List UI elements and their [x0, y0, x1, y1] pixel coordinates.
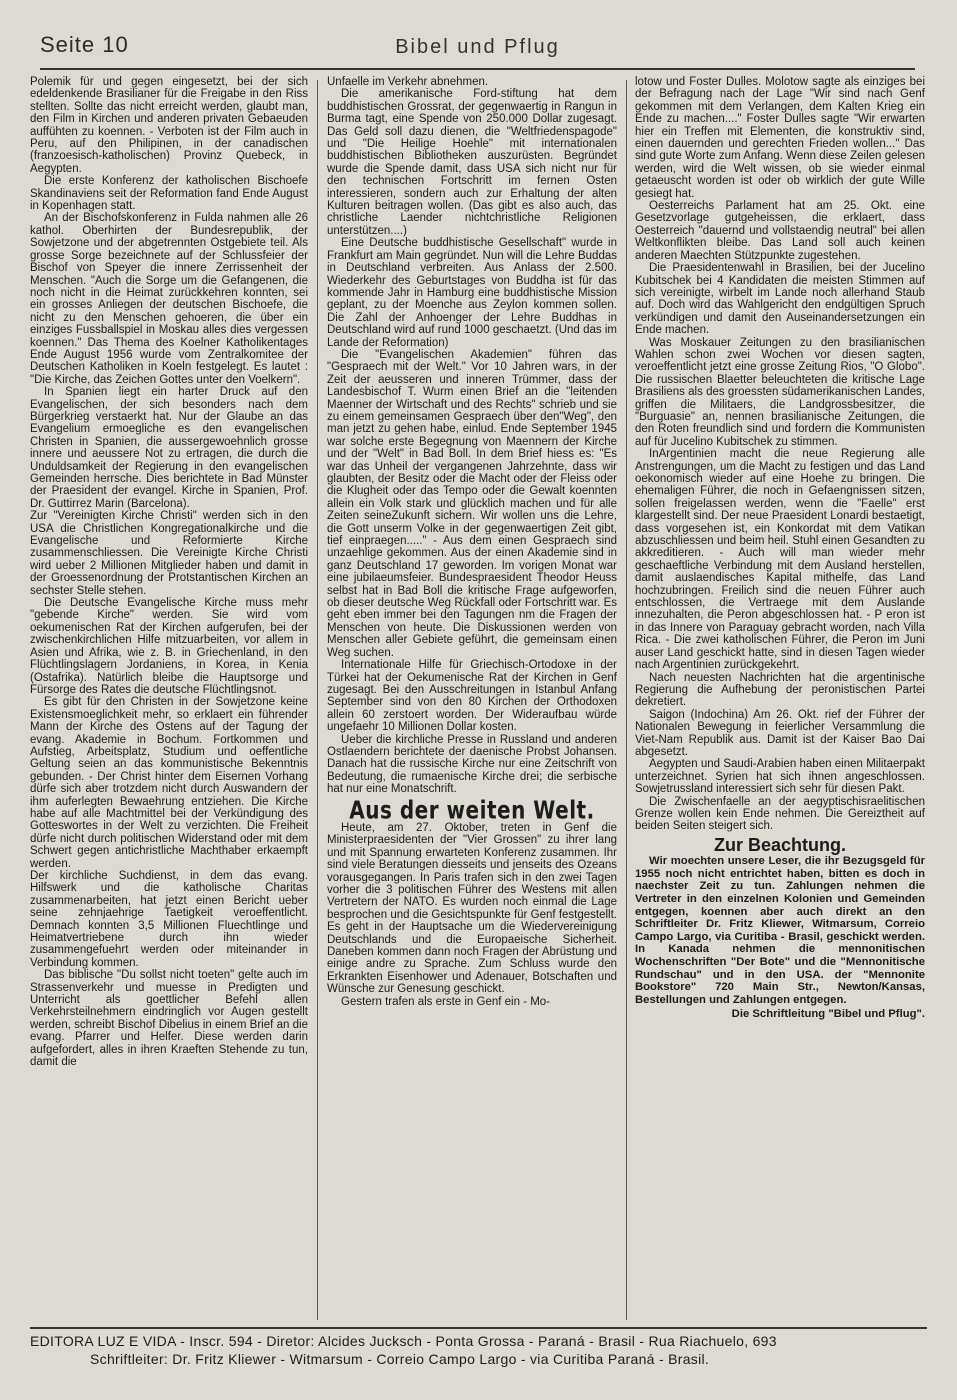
notice-signature: Die Schriftleitung "Bibel und Pflug". [731, 1008, 925, 1021]
article-paragraph: Zur "Vereinigten Kirche Christi" werden sich in den USA die Christlichen Kongregationalkirche und die Evangelische und Reformierte Kirche zusammenschliessen. Die Vereinigte Kirche Christi wird ueber 2 Millionen Mitglieder haben und damit in der Groessenordnung der Protstantischen Kirchen an sechster Stelle stehen. [30, 510, 308, 597]
article-paragraph: Ueber die kirchliche Presse in Russland und anderen Ostlaendern berichtete der daenische Probst Johansen. Danach hat die russische Kirche nur eine Zeitschrift von Bedeutung, die rumaenische Kirche drei; die serbische hat nur eine Monatschrift. [327, 733, 617, 796]
article-paragraph: Gestern trafen als erste in Genf ein - Mo- [341, 995, 551, 1008]
page-header [40, 26, 915, 72]
page-footer [30, 1327, 927, 1367]
footer-rule [30, 1327, 927, 1329]
article-paragraph: Internationale Hilfe für Griechisch-Ortodoxe in der Türkei hat der Oekumenische Rat der Kirchen in Genf zugesagt. Bei den Ausschreitungen in Istanbul Anfang September sind von den 80 Kirchen der Orthodoxen allein 60 zerstoert worden. Der Wideraufbau würde ungefaehr 10 Millionen Dollar kosten. [327, 659, 617, 734]
publisher-line: EDITORA LUZ E VIDA - Inscr. 594 - Diretor: Alcides Jucksch - Ponta Grossa - Paraná - Brasil - Rua Riachuelo, 693 [30, 1333, 777, 1349]
article-paragraph: Der kirchliche Suchdienst, in dem das evang. Hilfswerk und die katholische Charitas zusammenarbeiten, hat jetzt einen Bericht ueber seine zehnjaehrige Taetigkeit veroeffentlicht. Demnach konnten 3,5 Millionen Fluechtlinge und Heimatvertriebene durch ihn wieder zusammengefuehrt werden oder miteinander in Verbindung kommen. [30, 870, 308, 969]
editor-line: Schriftleiter: Dr. Fritz Kliewer - Witmarsum - Correio Campo Largo - via Curitiba Paraná - Brasil. [90, 1351, 710, 1367]
article-paragraph: Eine Deutsche buddhistische Gesellschaft" wurde in Frankfurt am Main gegründet. Nun will die Lehre Buddas in Deutschland verbreiten. Aus Anlass der 2.500. Wiederkehr des Geburtstages von Buddha ist für das kommende Jahr in Hamburg eine buddhistische Mission geplant, zu der Moenche aus Zeylon kommen sollen. Die Zahl der Anhoenger der Lehre Buddhas in Deutschland wird auf rund 1000 geschaetzt. (Und das im Lande der Reformation) [327, 237, 617, 349]
article-paragraph: Die "Evangelischen Akademien" führen das "Gespraech mit der Welt." Vor 10 Jahren wars, in der Zeit der aeusseren und inneren Trümmer, dass der Landesbischof T. Wurm einen Brief an die "leitenden Maenner der Wirtschaft und des Rechts" schrieb und sie zu einem gemeinsamen Gespraech über den"Weg", den man jetzt zu gehen habe, einlud. Ende September 1945 war solche erste Begegnung von Maennern der Kirche und der "Welt" in Bad Boll. In dem Brief hiess es: "Es war das Unheil der vergangenen Jahrzehnte, dass wir glaubten, der Besitz oder die Macht oder der Fleiss oder die Klugheit oder das Tempo oder die Gewalt koennten allein ein Volk stark und glücklich machen und für alle Zeiten seineZukunft sichern. Wir wollen uns die Lehre, die Gott unserm Volke in der gegenwaertigen Zeit gibt, tief einpraegen....." - Aus dem einen Gespraech sind unzaehlige gekommen. Aus der einen Akademie sind in ganz Deutschland 17 geworden. Im vorigen Monat war eine jubilaeumsfeier. Bundespraesident Theodor Heuss selbst hat in Bad Boll die kritische Frage aufgeworfen, ob dieser deutsche Weg Rückfall oder Fortschritt war. Es geht eben immer bei den Tagungen nm die Fragen der Menschen von heute. Die Diskussionen werden von Menschen aller Gebiete geführt, die gemeinsam einen Weg suchen. [327, 348, 617, 659]
article-paragraph: In Spanien liegt ein harter Druck auf den Evangelischen, der sich besonders nach dem Bürgerkrieg verstaerkt hat. Nur der Glaube an das Evangelium ermoegliche es den evangelischen Christen in Spanien, die aussergewoehnlich grosse innere und aeussere Not zu ertragen, die durch die Unduldsamkeit der Regierung in den evangelischen Gemeinden herrsche. Dies berichtete in Bad Münster der Praesident der evangel. Kirche in Spanien, Prof. Dr. Guttirrez Marin (Barcelona). [30, 386, 308, 510]
page-number: Seite 10 [40, 32, 129, 57]
article-column-3 [635, 76, 925, 1321]
article-paragraph: Polemik für und gegen eingesetzt, bei der sich edeldenkende Brasilianer für die Freigabe in den Riss stellten. Sollte das nicht erreicht werden, glaubt man, den Film in Kirchen und anderen privaten Gebaeuden auffühten zu koennen. - Verboten ist der Film auch in Peru, auf den Philipinen, in der canadischen (franzoesisch-katholischen) Provinz Quebeck, in Aegypten. [30, 76, 308, 175]
article-paragraph: Die amerikanische Ford-stiftung hat dem buddhistischen Grossrat, der gegenwaertig in Rangun in Burma tagt, eine Spende von 250.000 Dollar zugesagt. Das Geld soll dazu dienen, die "Weltfriedenspagode" und "Die Heilige Hoehle" mit internationalen buddhistischen Bibliotheken auszurüsten. Begründet wurde die Spende damit, dass USA sich nicht nur für den technischen Fortschritt im fernen Osten interessieren, sondern auch zur Erhaltung der alten Kulturen beitragen wollen. (Das gibt es also auch, das christliche Laender nichtchristliche Religionen unterstützen....) [327, 88, 617, 237]
article-paragraph: Unfaelle im Verkehr abnehmen. [327, 76, 489, 88]
article-paragraph: Die Deutsche Evangelische Kirche muss mehr "gebende Kirche" werden. Sie wird vom oekumenischen Rat der Kirchen aufgerufen, bei der zwischenkirchlichen Hilfe mitzuarbeiten, vor allem in Asien und Afrika, wie z. B. in Griechenland, in den Flüchtlingslagern Jordaniens, in Korea, in Kenia (Ostafrika). Natürlich bleibe die Hauptsorge und Fürsorge des Rates die deutsche Flüchtlingsnot. [30, 597, 308, 696]
article-paragraph: Die Praesidentenwahl in Brasilien, bei der Jucelino Kubitschek bei 4 Kandidaten die meisten Stimmen auf sich vereinigte, wirbelt im Lande noch allerhand Staub auf. Doch wird das Wahlgericht den endgültigen Spruch verkündigen und damit den Auseinandersetzungen ein Ende machen. [635, 262, 925, 337]
section-heading: Aus der weiten Welt. [349, 794, 595, 825]
header-rule [40, 68, 915, 70]
notice-text: Wir moechten unsere Leser, die ihr Bezugsgeld für 1955 noch nicht entrichtet haben, bitten es doch in naechster Zeit zu tun. Zahlungen nehmen die Vertreter in den einzelnen Kolonien und Gemeinden entgegen, koennen aber auch direkt an den Schriftleiter Dr. Fritz Kliewer, Witmarsum, Correio Campo Largo, via Curitiba - Brasil, geschickt werden. In Kanada nehmen die mennonitischen Wochenschriften "Der Bote" und die "Mennonitische Rundschau" und in den USA. der "Mennonite Bookstore" 720 Main Str., Newton/Kansas, Bestellungen und Zahlungen entgegen. [635, 855, 925, 1006]
article-paragraph: Was Moskauer Zeitungen zu den brasilianischen Wahlen schon zwei Wochen vor diesen sagten, veroeffentlicht jetzt eine grosse Zeitung Rios, "O Globo". Die russischen Blaetter beleuchteten die kritische Lage Brasiliens als des groessten südamerikanischen Landes, griffen die Militaers, die Landgrossbesitzer, die "Burguasie" an, nennen brasilianische Zeitungen, die den Roten freundlich sind und fordern die Kommunisten auf für Jucelino Kubitschek zu stimmen. [635, 336, 925, 448]
article-paragraph: InArgentinien macht die neue Regierung alle Anstrengungen, um die Macht zu festigen und das Land oekonomisch wieder auf eine Hoehe zu bringen. Die ehemaligen Führer, die noch in Gefaengnissen sitzen, sollen freigelassen werden, wenn die "Faelle" erst klargestellt sind. Der neue Praesident Lonardi bestaetigt, dass vorgesehen ist, ein Konkordat mit dem Vatikan abzuschliessen und beim heil. Stuhl einen Gesandten zu akkreditieren. - Auch will man wieder mehr geschaeftliche Verbindung mit dem Ausland herstellen, damit auslaendisches Kapital mithelfe, das Land hochzubringen. Freilich sind die neuen Führer auch entschlossen, die Vertraege mit dem Auslande innezuhalten, die Peron abgeschlossen hat. - P eron ist in das Innere von Paraguay gebracht worden, nach Villa Rica. - Die zwei katholischen Führer, die Peron im Juni auser Land geschickt hatte, sind in diesen Tagen wieder nach Argentinien zurückgekehrt. [635, 448, 925, 672]
article-paragraph: Es gibt für den Christen in der Sowjetzone keine Existensmoeglichkeit mehr, so erklaert ein führender Mann der Kirche des Ostens auf der Tagung der evang. Akademie in Bochum. Fortkommen und Aufstieg, Arbeitsplatz, Studium und oeffentliche Geltung seien an das kommunistische Bekenntnis gebunden. - Der Christ hinter dem Eisernen Vorhang dürfe sich aber trotzdem nicht durch Auswandern der ihm auferlegten Bewaehrung entziehen. Die Kirche habe auf alle Machtmittel bei der Verkündigung des Gotteswortes in der Welt zu verzichten. Die Freiheit dürfe nicht durch politischen Widerstand oder mit dem Schwert gegen antichristliche Machthaber erkaempft werden. [30, 696, 308, 870]
column-divider [317, 80, 318, 1320]
newspaper-title: Bibel und Pflug [395, 36, 560, 58]
column-divider [626, 80, 627, 1320]
article-paragraph: An der Bischofskonferenz in Fulda nahmen alle 26 kathol. Oberhirten der Bundesrepublik, der Sowjetzone und der abgetrennten Ostgebiete teil. Als grosse Sorge bezeichnete auf der Schlussfeier der Bischof von Speyer die innere Zerrissenheit der Menschen. "Auch die Sorge um die Gefangenen, die noch nicht in die Heimat zurückkehren konnten, sei ein grosses Anliegen der deutschen Bischoefe, die nicht zu den Menschen gehoeren, die über ein einziges Fussballspiel in Moskau alles dies vergessen koennen." Das Thema des Koelner Katholikentages Ende August 1956 wurde vom Zentralkomitee der Deutschen Katholiken in Koeln festgelegt. Es lautet : "Die Kirche, das Zeichen Gottes unter den Voelkern". [30, 212, 308, 386]
article-paragraph: Die Zwischenfaelle an der aegyptischisraelitischen Grenze wollen kein Ende nehmen. Die Gereiztheit auf beiden Seiten steigert sich. [635, 795, 925, 833]
article-paragraph: Die erste Konferenz der katholischen Bischoefe Skandinaviens seit der Reformation fand Ende August in Kopenhagen statt. [30, 175, 308, 213]
article-paragraph: Nach neuesten Nachrichten hat die argentinische Regierung die Aufhebung der peronistischen Partei dekretiert. [635, 671, 925, 709]
article-paragraph: Saigon (Indochina) Am 26. Okt. rief der Führer der Nationalen Bewegung in feierlicher Versammlung die Viet-Nam Republik aus. Damit ist der Kaiser Bao Dai abgesetzt. [635, 708, 925, 758]
article-paragraph: Das biblische "Du sollst nicht toeten" gelte auch im Strassenverkehr und muesse in Predigten und Unterricht als goettlicher Befehl allen Verkehrsteilnehmern eindringlich vor Augen gestellt werden, schreibt Bischof Dibelius in einem Brief an die evang. Pfarrer und Helfer. Diese werden darin aufgefordert, alles in ihren Kraeften Stehende zu tun, damit die [30, 969, 308, 1069]
article-paragraph: Oesterreichs Parlament hat am 25. Okt. eine Gesetzvorlage gutgeheissen, die erklaert, dass Oesterreich "dauernd und vollstaendig neutral" bei allen Weltkonflikten bleibe. Das Land soll auch keinen anderen Maechten Stützpunkte zugestehen. [635, 200, 925, 262]
article-paragraph: Heute, am 27. Oktober, treten in Genf die Ministerpraesidenten der "Vier Grossen" zu ihrer lang und mit Spannung erwarteten Konferenz zusammen. Ihr sind viele Beratungen diesseits und jenseits des Ozeans vorausgegangen. In Paris trafen sich in den zwei Tagen vorher die 3 politischen Führer des Westens mit allen Vertretern der NATO. Es wurden noch einmal die Lage besprochen und die Gesichtspunkte für Genf festgestellt. Es geht in der Hauptsache um die Wiedervereinigung Deutschlands und die Europaeische Sicherheit. Daneben kommen dann noch Fragen der Abrüstung und einige andre zu Sprache. Zum Schluss wurde den Erkrankten Eisenhower und Adenauer, Botschaften und Wünsche zur Genesung geschickt. [327, 821, 617, 996]
article-paragraph: lotow und Foster Dulles. Molotow sagte als einziges bei der Befragung nach der Lage "Wir sind nach Genf gekommen mit dem Verlangen, dem Kalten Krieg ein Ende zu machen...." Foster Dulles sagte "Wir erwarten hier ein Treffen mit Elementen, die konstruktiv sind, einen dauernden und gerechten Frieden wollen..." Das sind gute Worte zum Anfang. Wenn diese Zeilen gelesen werden, wird die Welt wissen, ob sie wieder einmal getaeuscht worden ist oder ob wirklich der gute Wille gesiegt hat. [635, 76, 925, 200]
article-paragraph: Aegypten und Saudi-Arabien haben einen Militaerpakt unterzeichnet. Syrien hat sich ihnen angeschlossen. Sowjetrussland interessiert sich sehr für diesen Pakt. [635, 758, 925, 796]
article-column-2 [327, 76, 617, 1321]
article-column-1 [30, 76, 308, 1321]
notice-box [635, 855, 925, 1006]
notice-title: Zur Beachtung. [713, 834, 846, 855]
